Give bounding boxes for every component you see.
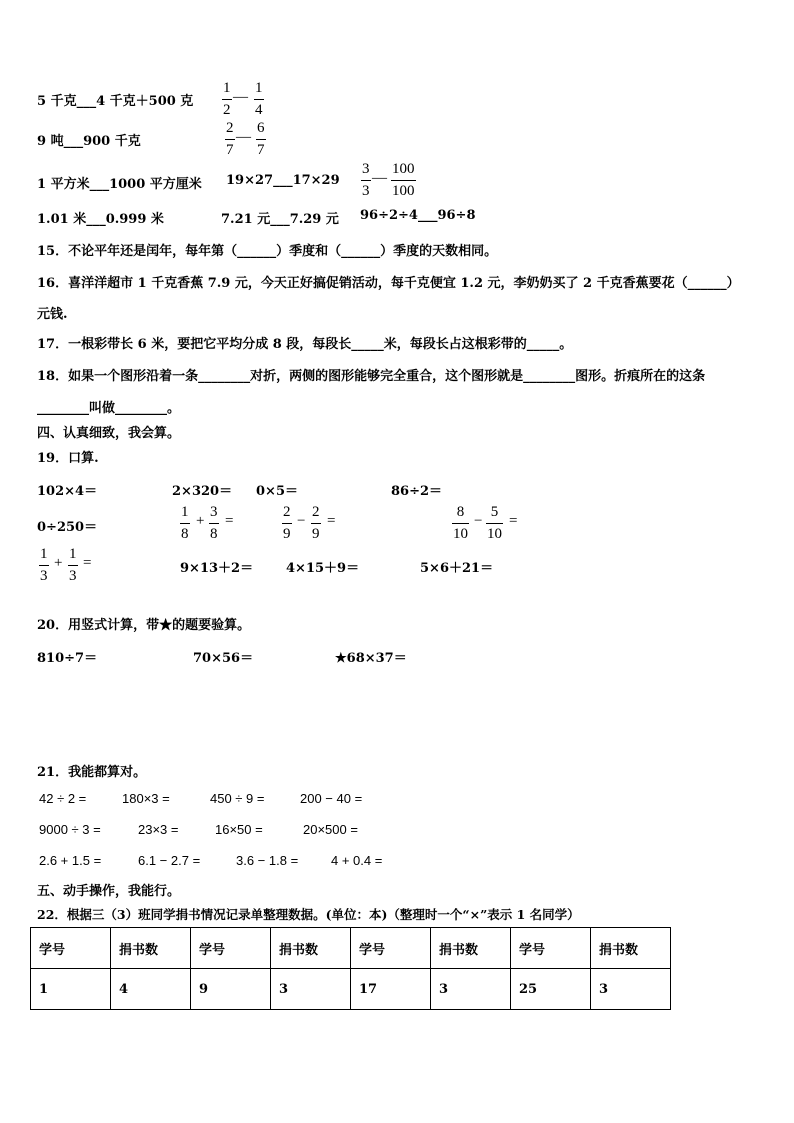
vertical-calc-1: 810÷7＝ bbox=[37, 651, 98, 666]
fraction: 2 9 bbox=[312, 504, 320, 542]
operator: − bbox=[297, 513, 306, 529]
compare-fraction-2a: 2 7 bbox=[226, 120, 234, 158]
compare-fraction-3a: 3 3 bbox=[362, 161, 370, 199]
oral-calc-6: 9×13＋2＝ bbox=[180, 561, 254, 576]
table-cell: 学号 bbox=[351, 928, 431, 969]
table-cell: 捐书数 bbox=[111, 928, 191, 969]
calc-21-12: 4 + 0.4 = bbox=[331, 853, 383, 868]
compare-blank-2: — bbox=[236, 129, 251, 145]
calc-21-8: 20×500 = bbox=[303, 822, 358, 837]
calc-21-6: 23×3 = bbox=[138, 822, 179, 837]
table-cell: 25 bbox=[511, 969, 591, 1010]
compare-fraction-2b: 6 7 bbox=[257, 120, 265, 158]
fraction: 1 3 bbox=[40, 546, 48, 584]
calc-21-2: 180×3 = bbox=[122, 791, 170, 806]
table-cell: 学号 bbox=[191, 928, 271, 969]
table-cell: 学号 bbox=[511, 928, 591, 969]
compare-blank-1: — bbox=[233, 89, 248, 105]
oral-calc-7: 4×15＋9＝ bbox=[286, 561, 360, 576]
compare-blank-3: — bbox=[372, 170, 387, 186]
oral-calc-8: 5×6＋21＝ bbox=[420, 561, 494, 576]
table-cell: 9 bbox=[191, 969, 271, 1010]
vertical-calc-2: 70×56＝ bbox=[193, 651, 254, 666]
table-cell: 捐书数 bbox=[431, 928, 511, 969]
section-5-heading: 五、动手操作，我能行。 bbox=[37, 884, 181, 899]
book-donation-table bbox=[30, 927, 671, 1010]
table-cell: 17 bbox=[351, 969, 431, 1010]
oral-calc-5: 0÷250＝ bbox=[37, 520, 98, 535]
question-21-title: 21．我能都算对。 bbox=[37, 765, 147, 780]
calc-21-5: 9000 ÷ 3 = bbox=[39, 822, 101, 837]
question-20-title: 20．用竖式计算，带★的题要验算。 bbox=[37, 618, 251, 633]
table-cell: 捐书数 bbox=[591, 928, 671, 969]
oral-calc-2: 2×320＝ bbox=[172, 484, 233, 499]
calc-21-1: 42 ÷ 2 = bbox=[39, 791, 87, 806]
fraction: 1 3 bbox=[69, 546, 77, 584]
table-cell: 捐书数 bbox=[271, 928, 351, 969]
question-18-line1: 18．如果一个图形沿着一条________对折，两侧的图形能够完全重合，这个图形就是________图形。折痕所在的这条 bbox=[37, 369, 706, 384]
table-cell: 3 bbox=[271, 969, 351, 1010]
table-cell: 1 bbox=[31, 969, 111, 1010]
oral-calc-1: 102×4＝ bbox=[37, 484, 98, 499]
question-16-line1: 16．喜洋洋超市 1 千克香蕉 7.9 元，今天正好搞促销活动，每千克便宜 1.2 元，李奶奶买了 2 千克香蕉要花（______） bbox=[37, 276, 740, 291]
compare-division: 96÷2÷4___96÷8 bbox=[360, 208, 476, 223]
fraction: 3 8 bbox=[210, 504, 218, 542]
table-cell: 4 bbox=[111, 969, 191, 1010]
question-18-line2: ________叫做________。 bbox=[37, 401, 181, 416]
compare-weight-1: 5 千克___4 千克＋500 克 bbox=[37, 94, 194, 109]
table-header-row bbox=[31, 928, 671, 969]
calc-21-4: 200 − 40 = bbox=[300, 791, 363, 806]
question-17: 17．一根彩带长 6 米，要把它平均分成 8 段，每段长_____米，每段长占这根彩带的_____。 bbox=[37, 337, 573, 352]
operator: + bbox=[196, 513, 205, 529]
question-19-title: 19．口算. bbox=[37, 451, 99, 466]
table-cell: 3 bbox=[431, 969, 511, 1010]
compare-weight-2: 9 吨___900 千克 bbox=[37, 134, 141, 149]
equals: = bbox=[509, 513, 518, 529]
operator: − bbox=[474, 513, 483, 529]
fraction: 5 10 bbox=[487, 504, 502, 542]
oral-calc-3: 0×5＝ bbox=[256, 484, 298, 499]
fraction: 1 8 bbox=[181, 504, 189, 542]
equals: = bbox=[83, 555, 92, 571]
operator: + bbox=[54, 555, 63, 571]
vertical-calc-3: ★68×37＝ bbox=[335, 651, 407, 666]
table-cell: 3 bbox=[591, 969, 671, 1010]
compare-length: 1.01 米___0.999 米 bbox=[37, 212, 164, 227]
table-row bbox=[31, 969, 671, 1010]
table-cell: 学号 bbox=[31, 928, 111, 969]
compare-product: 19×27___17×29 bbox=[226, 173, 340, 188]
equals: = bbox=[225, 513, 234, 529]
calc-21-9: 2.6 + 1.5 = bbox=[39, 853, 102, 868]
question-16-line2: 元钱. bbox=[37, 307, 68, 322]
compare-fraction-1b: 1 4 bbox=[255, 80, 263, 118]
compare-fraction-3b: 100 100 bbox=[392, 161, 415, 199]
calc-21-11: 3.6 − 1.8 = bbox=[236, 853, 299, 868]
compare-money: 7.21 元___7.29 元 bbox=[221, 212, 339, 227]
calc-21-3: 450 ÷ 9 = bbox=[210, 791, 265, 806]
question-22-title: 22．根据三（3）班同学捐书情况记录单整理数据。(单位：本)（整理时一个“×”表示 1 名同学） bbox=[37, 907, 580, 922]
compare-area: 1 平方米___1000 平方厘米 bbox=[37, 177, 202, 192]
oral-calc-4: 86÷2＝ bbox=[391, 484, 443, 499]
fraction: 2 9 bbox=[283, 504, 291, 542]
calc-21-7: 16×50 = bbox=[215, 822, 263, 837]
equals: = bbox=[327, 513, 336, 529]
fraction: 8 10 bbox=[453, 504, 468, 542]
compare-fraction-1a: 1 2 bbox=[223, 80, 231, 118]
calc-21-10: 6.1 − 2.7 = bbox=[138, 853, 201, 868]
question-15: 15．不论平年还是闰年，每年第（______）季度和（______）季度的天数相同。 bbox=[37, 244, 498, 259]
section-4-heading: 四、认真细致，我会算。 bbox=[37, 426, 181, 441]
